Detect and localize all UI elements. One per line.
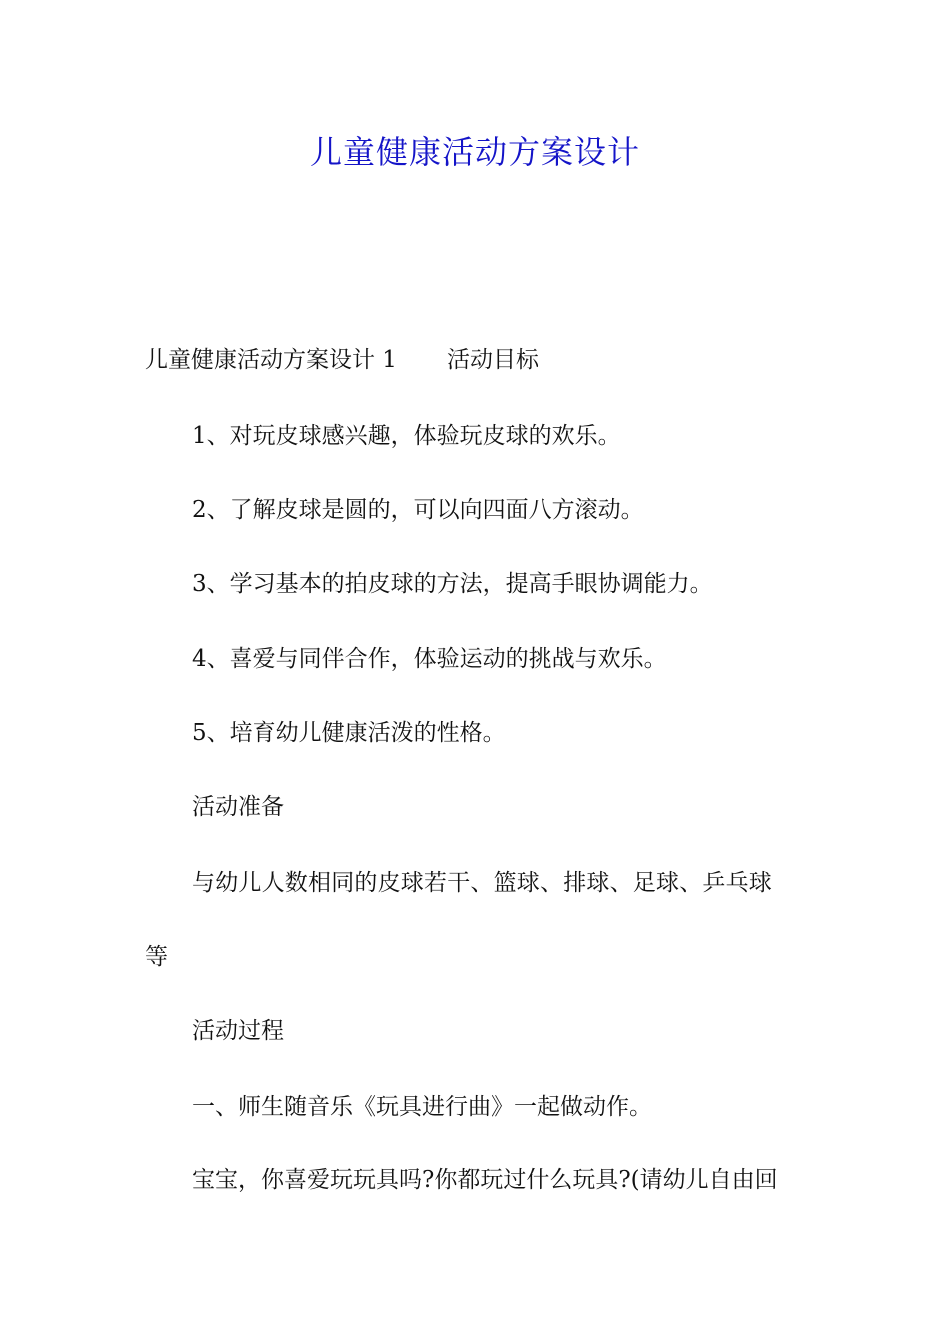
goal-item: 5、培育幼儿健康活泼的性格。 bbox=[192, 720, 506, 746]
goal-item: 2、了解皮球是圆的，可以向四面八方滚动。 bbox=[192, 497, 644, 523]
goal-item: 3、学习基本的拍皮球的方法，提高手眼协调能力。 bbox=[192, 571, 713, 597]
goal-item: 1、对玩皮球感兴趣，体验玩皮球的欢乐。 bbox=[192, 423, 621, 449]
process-text: 宝宝，你喜爱玩玩具吗?你都玩过什么玩具?(请幼儿自由回 bbox=[192, 1167, 778, 1193]
goal-item: 4、喜爱与同伴合作，体验运动的挑战与欢乐。 bbox=[192, 646, 667, 672]
prep-text-continued: 等 bbox=[145, 944, 168, 970]
prep-text: 与幼儿人数相同的皮球若干、篮球、排球、足球、乒乓球 bbox=[192, 870, 772, 896]
section-heading-line bbox=[145, 345, 539, 375]
process-heading: 活动过程 bbox=[192, 1018, 284, 1044]
prep-heading: 活动准备 bbox=[192, 794, 284, 820]
goals-heading: 活动目标 bbox=[446, 347, 539, 373]
section-heading: 儿童健康活动方案设计 1 bbox=[145, 347, 397, 373]
document-title: 儿童健康活动方案设计 bbox=[309, 133, 640, 171]
process-step: 一、师生随音乐《玩具进行曲》一起做动作。 bbox=[192, 1094, 652, 1120]
